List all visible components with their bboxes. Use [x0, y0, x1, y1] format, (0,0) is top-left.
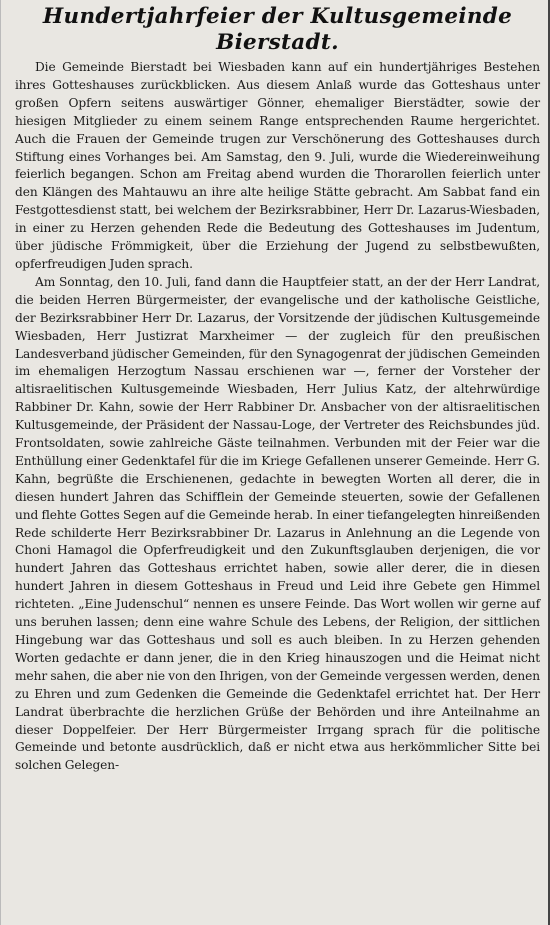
article-title-line-2: Bierstadt. — [216, 30, 339, 55]
article-paragraph-2: Am Sonntag, den 10. Juli, fand dann die Hauptfeier statt, an der der Herr Landrat, die beiden Herren Bürgermeister, der evangelische und der katholische Geistliche, der Bezirksrabbiner Herr Dr. Lazarus, der Vorsitzende der jüdischen Kultusgemeinde Wiesbaden, Herr Justizrat Marxheimer — der zugleich für den preußischen Landesverband jüdischer Gemeinden, für den Synagogenrat der jüdischen Gemeinden im ehemaligen Herzogtum Nassau erschienen war —, ferner der Vorsteher der altisraelitischen Kultusgemeinde Wiesbaden, Herr Julius Katz, der altehrwürdige Rabbiner Dr. Kahn, sowie der Herr Rabbiner Dr. Ansbacher von der altisraelitischen Kultusgemeinde, der Präsident der Nassau-Loge, der Vertreter des Reichsbundes jüd. Frontsoldaten, sowie zahlreiche Gäste teilnahmen. Verbunden mit der Feier war die Enthüllung einer Gedenktafel für die im Kriege Gefallenen unserer Gemeinde. Herr G. Kahn, begrüßte die Erschienenen, gedachte in bewegten Worten all derer, die in diesen hundert Jahren das Schifflein der Gemeinde steuerten, sowie der Gefallenen und flehte Gottes Segen auf die Gemeinde herab. In einer tiefangelegten hinreißenden Rede schilderte Herr Bezirksrabbiner Dr. Lazarus in Anlehnung an die Legende von Choni Hamagol die Opferfreudigkeit und den Zukunftsglauben derjenigen, die vor hundert Jahren das Gotteshaus errichtet haben, sowie aller derer, die in diesen hundert Jahren in diesem Gotteshaus in Freud und Leid ihre Gebete gen Himmel richteten. „Eine Judenschul“ nennen es unsere Feinde. Das Wort wollen wir gerne auf uns beruhen lassen; denn eine wahre Schule des Lebens, der Religion, der sittlichen Hingebung war das Gotteshaus und soll es auch bleiben. In zu Herzen gehenden Worten gedachte er dann jener, die in den Krieg hinauszogen und die Heimat nicht mehr sahen, die aber nie von den Ihrigen, von der Gemeinde vergessen werden, denen zu Ehren und zum Gedenken die Gemeinde die Gedenktafel errichtet hat. Der Herr Landrat überbrachte die herzlichen Grüße der Behörden und ihre Anteilnahme an dieser Doppelfeier. Der Herr Bürgermeister Irrgang sprach für die politische Gemeinde und betonte ausdrücklich, daß er nicht etwa aus herkömmlicher Sitte bei solchen Gelegen- — [15, 274, 540, 773]
article-title-line-1: Hundertjahrfeier der Kultusgemeinde — [42, 4, 513, 29]
article-paragraph-1: Die Gemeinde Bierstadt bei Wiesbaden kann auf ein hundertjähriges Bestehen ihres Gotteshauses zurückblicken. Aus diesem Anlaß wurde das Gotteshaus unter großen Opfern seitens auswärtiger Gönner, ehemaliger Bierstädter, sowie der hiesigen Mitglieder zu einem seinem Range entsprechenden Raume hergerichtet. Auch die Frauen der Gemeinde trugen zur Verschönerung des Gotteshauses durch Stiftung eines Vorhanges bei. Am Samstag, den 9. Juli, wurde die Wiedereinweihung feierlich begangen. Schon am Freitag abend wurden die Thorarollen feierlich unter den Klängen des Mahtauwu an ihre alte heilige Stätte gebracht. Am Sabbat fand ein Festgottesdienst statt, bei welchem der Bezirksrabbiner, Herr Dr. Lazarus-Wiesbaden, in einer zu Herzen gehenden Rede die Bedeutung des Gotteshauses im Judentum, über jüdische Frömmigkeit, über die Erziehung der Jugend zu selbstbewußten, opferfreudigen Juden sprach. — [15, 60, 540, 271]
article-title — [15, 4, 540, 56]
